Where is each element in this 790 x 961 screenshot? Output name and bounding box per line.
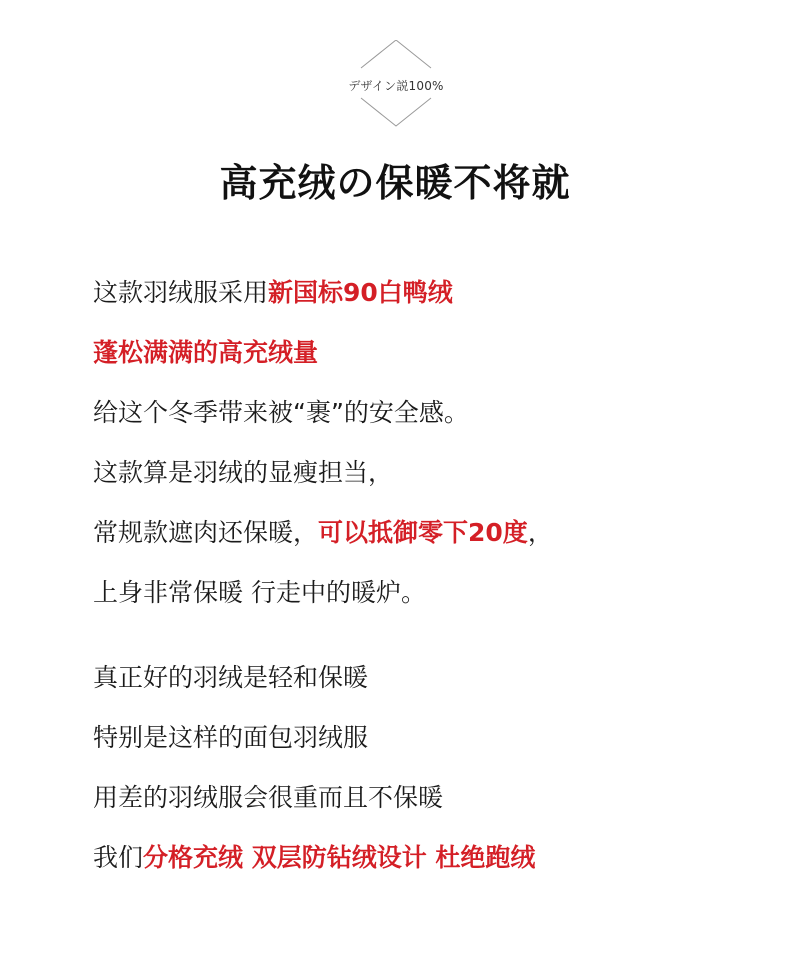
- text-line: [93, 841, 535, 875]
- line-text: 真正好的羽绒是轻和保暖: [93, 663, 369, 692]
- line-text: 常规款遮肉还保暖，: [93, 518, 319, 547]
- line-text: 用差的羽绒服会很重而且不保暖: [93, 783, 444, 812]
- text-line: [93, 456, 393, 490]
- line-text: 特别是这样的面包羽绒服: [93, 723, 369, 752]
- text-line: [93, 781, 443, 815]
- page-title: 高充绒の保暖不将就: [219, 161, 571, 205]
- badge-text: デザイン説100%: [348, 79, 444, 93]
- line-text: 上身非常保暖 行走中的暖炉。: [93, 578, 426, 607]
- highlight-text: 分格充绒 双层防钻绒设计 杜绝跑绒: [143, 843, 536, 872]
- text-line: [93, 661, 368, 695]
- line-text: 这款羽绒服采用: [93, 278, 269, 307]
- highlight-text: 蓬松满满的高充绒量: [93, 338, 319, 367]
- highlight-text: 新国标90白鸭绒: [268, 278, 453, 307]
- line-text: ，: [527, 518, 553, 547]
- text-line: [93, 516, 553, 550]
- design-badge: [333, 40, 459, 130]
- text-line: [93, 396, 469, 430]
- text-line: [93, 721, 368, 755]
- line-text: 这款算是羽绒的显瘦担当，: [93, 458, 394, 487]
- line-text: 给这个冬季带来被“裹”的安全感。: [93, 398, 469, 427]
- text-line: [93, 576, 426, 610]
- text-line: [93, 276, 453, 310]
- text-line: [93, 336, 318, 370]
- highlight-text: 可以抵御零下20度: [318, 518, 528, 547]
- line-text: 我们: [93, 843, 144, 872]
